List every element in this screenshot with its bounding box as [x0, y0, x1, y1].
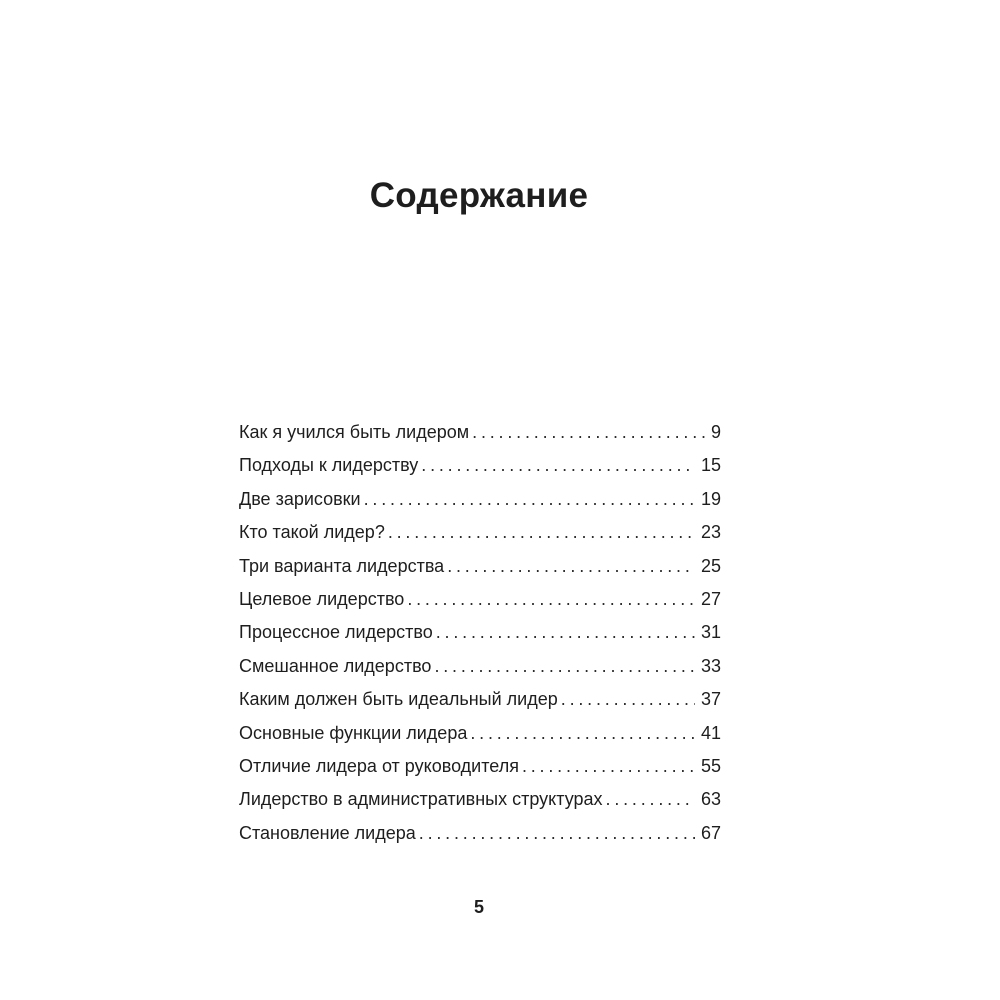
- toc-entry-title: Целевое лидерство: [239, 588, 405, 609]
- toc-dot-leader: [470, 723, 695, 744]
- toc-entry: [239, 622, 721, 655]
- toc-entry-page: 33: [700, 655, 721, 676]
- toc-entry: [239, 723, 721, 756]
- table-of-contents: [239, 422, 721, 856]
- toc-dot-leader: [436, 622, 695, 643]
- toc-dot-leader: [434, 656, 695, 677]
- toc-entry-page: 23: [700, 522, 721, 543]
- toc-entry-title: Кто такой лидер?: [239, 522, 385, 543]
- toc-entry-page: 67: [700, 822, 721, 843]
- toc-entry-page: 19: [700, 488, 721, 509]
- toc-entry: [239, 422, 721, 455]
- page-title: Содержание: [369, 176, 589, 215]
- toc-entry-page: 63: [700, 789, 721, 810]
- toc-dot-leader: [472, 422, 705, 443]
- toc-entry: [239, 455, 721, 488]
- toc-entry-title: Каким должен быть идеальный лидер: [239, 689, 558, 710]
- toc-dot-leader: [447, 556, 695, 577]
- toc-dot-leader: [522, 756, 695, 777]
- toc-entry: [239, 656, 721, 689]
- toc-dot-leader: [419, 823, 695, 844]
- toc-entry: [239, 522, 721, 555]
- toc-entry-title: Смешанное лидерство: [239, 655, 432, 676]
- toc-entry: [239, 756, 721, 789]
- toc-entry-page: 25: [700, 555, 721, 576]
- toc-entry-page: 15: [700, 455, 721, 476]
- toc-entry: [239, 823, 721, 856]
- toc-dot-leader: [421, 455, 695, 476]
- toc-entry: [239, 589, 721, 622]
- toc-entry-page: 55: [700, 755, 721, 776]
- toc-dot-leader: [364, 489, 695, 510]
- toc-entry: [239, 789, 721, 822]
- toc-entry-page: 41: [700, 722, 721, 743]
- toc-entry-page: 27: [700, 588, 721, 609]
- toc-entry-title: Отличие лидера от руководителя: [239, 755, 519, 776]
- toc-entry: [239, 489, 721, 522]
- toc-dot-leader: [388, 522, 695, 543]
- toc-dot-leader: [561, 689, 695, 710]
- toc-entry-title: Две зарисовки: [239, 488, 361, 509]
- toc-dot-leader: [407, 589, 695, 610]
- toc-entry-title: Основные функции лидера: [239, 722, 468, 743]
- toc-entry: [239, 689, 721, 722]
- toc-entry-page: 31: [700, 622, 721, 643]
- toc-entry-title: Лидерство в административных структурах: [239, 789, 603, 810]
- toc-entry-title: Как я учился быть лидером: [239, 422, 470, 442]
- toc-entry-title: Процессное лидерство: [239, 622, 433, 643]
- page-number: 5: [473, 897, 484, 917]
- toc-entry-page: 37: [700, 689, 721, 710]
- toc-entry-title: Три варианта лидерства: [239, 555, 445, 576]
- toc-dot-leader: [606, 789, 695, 810]
- toc-entry: [239, 556, 721, 589]
- toc-entry-page: 9: [710, 422, 721, 442]
- toc-entry-title: Становление лидера: [239, 822, 416, 843]
- toc-entry-title: Подходы к лидерству: [239, 455, 419, 476]
